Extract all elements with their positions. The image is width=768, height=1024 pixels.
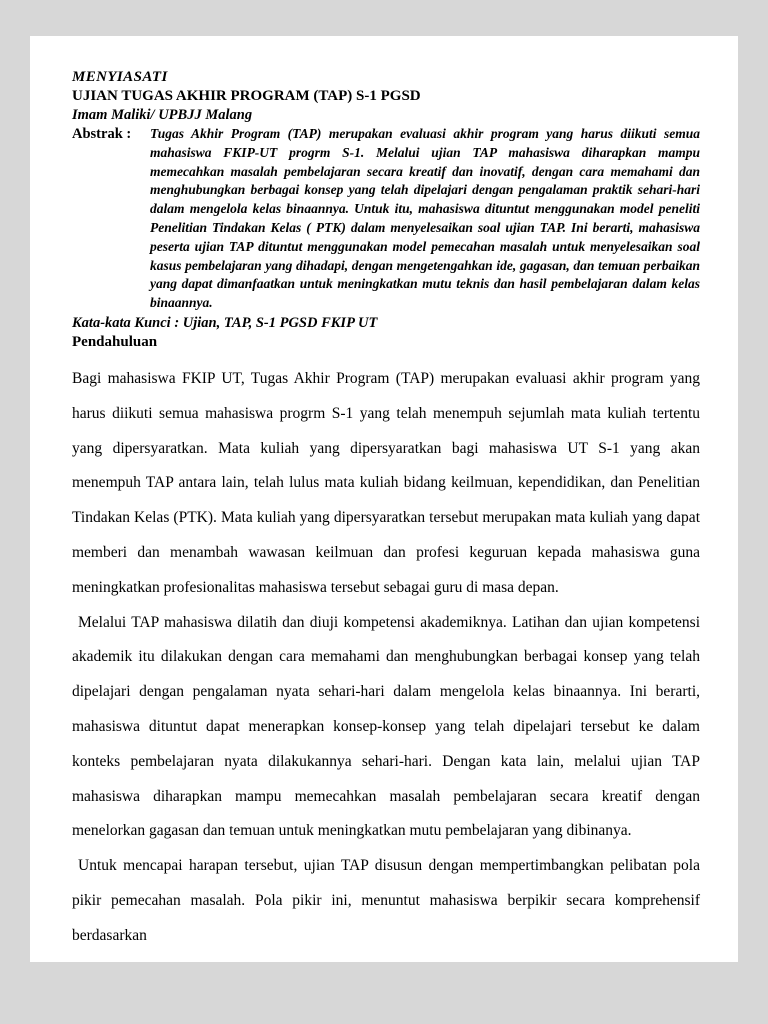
abstract-block [72,125,700,313]
document-page [30,36,738,962]
paragraph-1: Bagi mahasiswa FKIP UT, Tugas Akhir Program (TAP) merupakan evaluasi akhir program yang harus diikuti semua mahasiswa progrm S-1 yang telah menempuh sejumlah mata kuliah tertentu yang dipersyaratkan. Mata kuliah yang dipersyaratkan bagi mahasiswa UT S-1 yang akan menempuh TAP antara lain, telah lulus mata kuliah bidang keilmuan, kependidikan, dan Penelitian Tindakan Kelas (PTK). Mata kuliah yang dipersyaratkan tersebut merupakan mata kuliah yang dapat memberi dan menambah wawasan keilmuan dan profesi keguruan kepada mahasiswa guna meningkatkan profesionalitas mahasiswa tersebut sebagai guru di masa depan. [72,369,700,596]
document-title: MENYIASATI [72,69,168,85]
abstract-text: Tugas Akhir Program (TAP) merupakan evaluasi akhir program yang harus diikuti semua mahasiswa FKIP-UT progrm S-1. Melalui ujian TAP mahasiswa diharapkan mampu memecahkan masalah pembelajaran secara kreatif dan inovatif, dengan cara memahami dan menghubungkan berbagai konsep yang telah dipelajari dengan pengalaman praktik sehari-hari dalam mengelola kelas binaannya. Untuk itu, mahasiswa dituntut menggunakan model peneliti Penelitian Tindakan Kelas ( PTK) dalam menyelesaikan soal ujian TAP. Ini berarti, mahasiswa peserta ujian TAP dituntut menggunakan model pemecahan masalah untuk menyelesaikan soal kasus pembelajaran yang dihadapi, dengan mengetengahkan ide, gagasan, dan temuan perbaikan yang dapat dimanfaatkan untuk meningkatkan mutu teknis dan hasil pembelajaran dalam kelas binaannya. [150,126,700,311]
paragraph-3: Untuk mencapai harapan tersebut, ujian TAP disusun dengan mempertimbangkan pelibatan pola pikir pemecahan masalah. Pola pikir ini, menuntut mahasiswa berpikir secara komprehensif berdasarkan [72,857,700,944]
keywords-line: Kata-kata Kunci : Ujian, TAP, S-1 PGSD FKIP UT [72,314,378,331]
document-subtitle: UJIAN TUGAS AKHIR PROGRAM (TAP) S-1 PGSD [72,88,421,104]
paragraph-2: Melalui TAP mahasiswa dilatih dan diuji kompetensi akademiknya. Latihan dan ujian kompetensi akademik itu dilakukan dengan cara memahami dan menghubungkan berbagai konsep yang telah dipelajari dengan pengalaman nyata sehari-hari dalam mengelola kelas binaannya. Ini berarti, mahasiswa dituntut dapat menerapkan konsep-konsep yang telah dipelajari tersebut ke dalam konteks pembelajaran nyata dilakukannya sehari-hari. Dengan kata lain, melalui ujian TAP mahasiswa diharapkan mampu memecahkan masalah pembelajaran secara kreatif dengan menelorkan gagasan dan temuan untuk meningkatkan mutu pembelajaran yang dibinanya. [72,613,700,840]
document-author: Imam Maliki/ UPBJJ Malang [72,107,253,123]
section-heading-pendahuluan: Pendahuluan [72,333,158,350]
body-text [72,362,700,954]
page-content [30,36,738,954]
abstract-label: Abstrak : [72,126,132,142]
